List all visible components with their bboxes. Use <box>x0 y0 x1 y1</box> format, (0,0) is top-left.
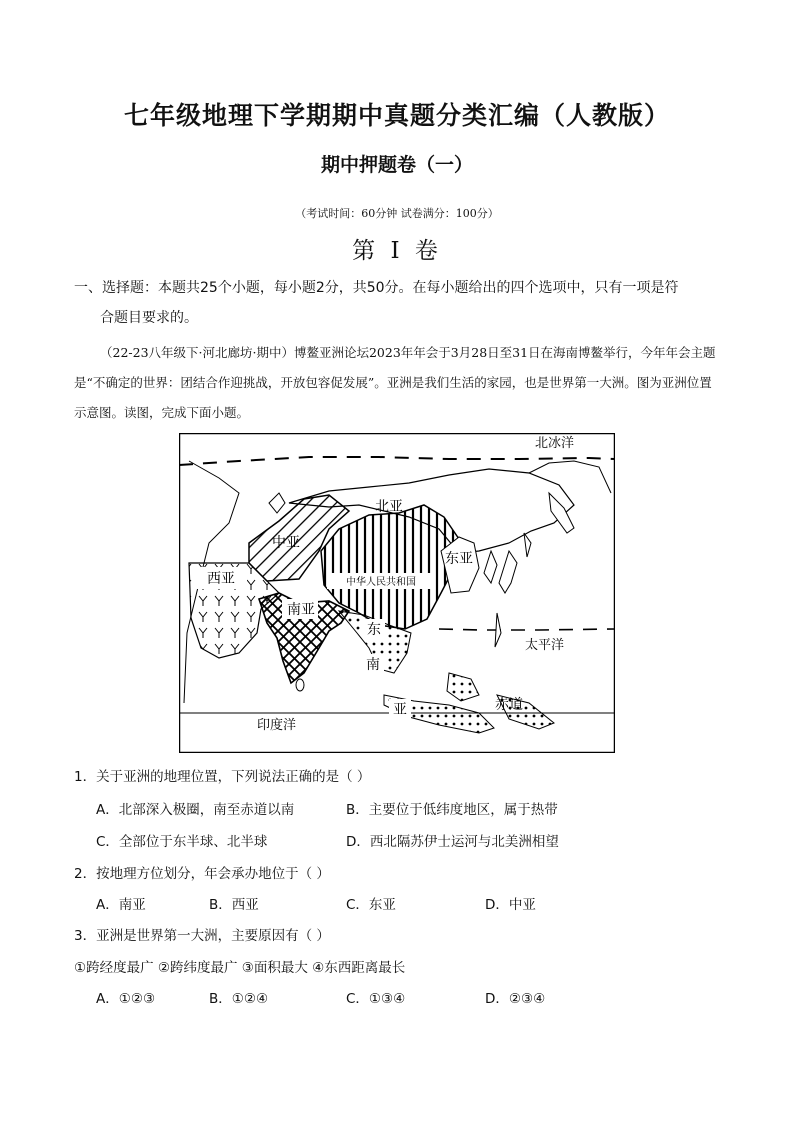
question-1-option-a[interactable]: A．北部深入极圈，南至赤道以南 <box>96 802 295 818</box>
label-arctic: 北冰洋 <box>535 436 575 451</box>
question-2-option-c[interactable]: C．东亚 <box>346 897 396 913</box>
question-2-option-a[interactable]: A．南亚 <box>96 897 146 913</box>
document-subtitle: 期中押题卷（一） <box>320 154 473 176</box>
exam-info: （考试时间：60分钟 试卷满分：100分） <box>295 207 499 220</box>
label-west-asia: 西亚 <box>207 571 235 587</box>
section-line-1: 一、选择题：本题共25个小题，每小题2分，共50分。在每小题给出的四个选项中，只有一项是符 <box>74 280 679 296</box>
section-line-2: 合题目要求的。 <box>100 310 198 326</box>
question-3-option-c[interactable]: C．①③④ <box>346 991 406 1007</box>
question-3-option-d[interactable]: D．②③④ <box>485 991 546 1007</box>
question-3-option-a[interactable]: A．①②③ <box>96 991 156 1007</box>
document-title: 七年级地理下学期期中真题分类汇编（人教版） <box>123 101 670 130</box>
label-indian-ocean: 印度洋 <box>257 718 297 733</box>
question-3-stem: 3．亚洲是世界第一大洲，主要原因有（ ） <box>74 928 330 944</box>
label-se-dong: 东 <box>367 622 381 638</box>
question-3-statements: ①跨经度最广 ②跨纬度最广 ③面积最大 ④东西距离最长 <box>74 960 406 976</box>
question-1-stem: 1．关于亚洲的地理位置，下列说法正确的是（ ） <box>74 769 371 785</box>
label-north-asia: 北亚 <box>375 499 403 515</box>
question-1-option-c[interactable]: C．全部位于东半球、北半球 <box>96 834 268 850</box>
asia-location-map <box>179 433 615 753</box>
section-instructions <box>74 273 724 333</box>
question-3-option-b[interactable]: B．①②④ <box>209 991 269 1007</box>
volume-heading: 第 I 卷 <box>352 238 442 264</box>
intro-paragraph: （22-23八年级下·河北廊坊·期中）博鳌亚洲论坛2023年年会于3月28日至31日在海南博鳌举行，今年年会主题是“不确定的世界：团结合作迎挑战，开放包容促发展”。亚洲是我们生活的家园，也是世界第一大洲。图为亚洲位置示意图。读图，完成下面小题。 <box>74 345 716 420</box>
label-se-nan: 南 <box>366 657 380 673</box>
label-south-asia: 南亚 <box>287 602 315 618</box>
label-china: 中华人民共和国 <box>346 577 416 588</box>
question-1-option-d[interactable]: D．西北隔苏伊士运河与北美洲相望 <box>346 834 559 850</box>
label-central-asia: 中亚 <box>272 535 300 551</box>
label-east-asia: 东亚 <box>445 551 473 567</box>
label-se-ya: 亚 <box>393 702 407 718</box>
label-pacific: 太平洋 <box>525 638 565 653</box>
question-1-option-b[interactable]: B．主要位于低纬度地区，属于热带 <box>346 802 558 818</box>
question-2-option-b[interactable]: B．西亚 <box>209 897 259 913</box>
question-2-option-d[interactable]: D．中亚 <box>485 897 536 913</box>
question-2-stem: 2．按地理方位划分，年会承办地位于（ ） <box>74 866 330 882</box>
label-equator: 赤道 <box>495 697 523 713</box>
